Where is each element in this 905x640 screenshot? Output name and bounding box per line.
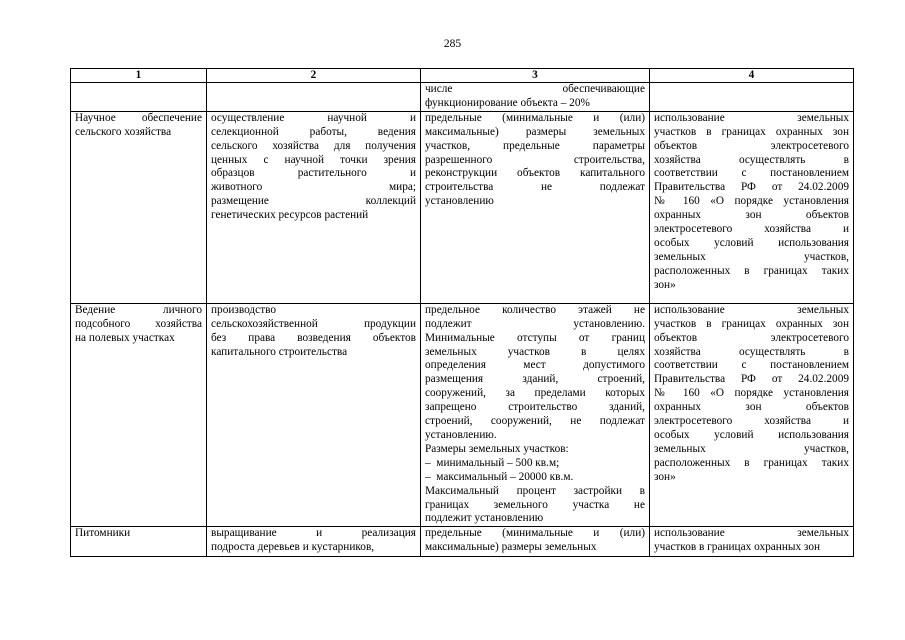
text-line: селекционной работы, ведения	[211, 125, 416, 138]
column-number-1: 1	[71, 69, 207, 83]
text-line: животного мира;	[211, 181, 416, 194]
use-name	[71, 111, 207, 303]
text-line: максимальные) размеры земельных	[425, 541, 597, 554]
text-line: Правительства РФ от 24.02.2009	[654, 373, 849, 386]
text-line: ценных с научной точки зрения	[211, 153, 416, 166]
text-line: соответствии с постановлением	[654, 359, 849, 372]
use-description	[207, 111, 421, 303]
text-line: Максимальный процент застройки в	[425, 484, 645, 497]
text-line: сельского хозяйства для получения	[211, 139, 416, 152]
text-line: особых условий использования	[654, 428, 849, 441]
text-line: строительства не подлежат	[425, 181, 645, 194]
text-line: генетических ресурсов растений	[211, 209, 369, 222]
text-line: разрешенного строительства,	[425, 153, 645, 166]
size-list	[425, 457, 645, 485]
text-line: капитального строительства	[211, 345, 348, 358]
text-line: подлежит установлению	[425, 512, 544, 525]
text-line: выращивание и реализация	[211, 527, 416, 540]
text-line: размещение коллекций	[211, 195, 416, 208]
text-line: подроста деревьев и кустарников,	[211, 541, 375, 554]
text-line: хозяйства осуществлять в	[654, 153, 849, 166]
table-row-scientific	[71, 111, 854, 303]
text-line: предельные (минимальные и (или)	[425, 111, 645, 124]
text-line: строений, сооружений, не подлежат	[425, 415, 645, 428]
use-restrictions	[650, 111, 854, 303]
text-line: определения мест допустимого	[425, 359, 645, 372]
text-line: объектов электросетевого	[654, 139, 849, 152]
column-number-4: 4	[650, 69, 854, 83]
text-line: электросетевого хозяйства и	[654, 223, 849, 236]
use-description	[207, 527, 421, 557]
text-line: № 160 «О порядке установления	[654, 195, 849, 208]
text-line: подсобного хозяйства	[75, 317, 202, 330]
text-line: электросетевого хозяйства и	[654, 415, 849, 428]
text-line: Правительства РФ от 24.02.2009	[654, 181, 849, 194]
use-restrictions	[650, 527, 854, 557]
text-line: сооружений, за пределами которых	[425, 387, 645, 400]
text-line: участков в границах охранных зон	[654, 125, 849, 138]
text-line: установлению.	[425, 428, 497, 441]
text-line: реконструкции объектов капитального	[425, 167, 645, 180]
text-line: земельных участков,	[654, 250, 849, 263]
use-parameters	[421, 111, 650, 303]
text-line: максимальные) размеры земельных	[425, 125, 645, 138]
text-line: расположенных в границах таких	[654, 456, 849, 469]
use-parameters	[421, 527, 650, 557]
use-name	[71, 303, 207, 527]
table-header-row	[71, 69, 854, 83]
text-line: без права возведения объектов	[211, 331, 416, 344]
text-line: особых условий использования	[654, 236, 849, 249]
use-parameters	[421, 303, 650, 527]
text-line: установлению	[425, 195, 494, 208]
column-number-2: 2	[207, 69, 421, 83]
use-description	[207, 303, 421, 527]
text-line: Ведение личного	[75, 303, 202, 316]
column-number-3: 3	[421, 69, 650, 83]
text-line: земельных участков в целях	[425, 345, 645, 358]
text-line: размещения зданий, строений,	[425, 373, 645, 386]
list-item: – минимальный – 500 кв.м;	[425, 456, 560, 469]
text-line: образцов растительного и	[211, 167, 416, 180]
text-line: на полевых участках	[75, 331, 175, 344]
text-line: осуществление научной и	[211, 111, 416, 124]
text-line: использование земельных	[654, 527, 849, 540]
text-line: производство	[211, 303, 277, 316]
text-line: участков в границах охранных зон	[654, 541, 821, 554]
text-line: запрещено строительство зданий,	[425, 401, 645, 414]
text-line: использование земельных	[654, 303, 849, 316]
text-line: охранных зон объектов	[654, 209, 849, 222]
text-line: использование земельных	[654, 111, 849, 124]
table-row-nurseries	[71, 527, 854, 557]
text-line: Минимальные отступы от границ	[425, 331, 645, 344]
page-number: 285	[443, 38, 462, 50]
text-line: подлежит установлению.	[425, 317, 645, 330]
text-line: охранных зон объектов	[654, 401, 849, 414]
text-line: участков, предельные параметры	[425, 139, 645, 152]
text-line: предельное количество этажей не	[425, 303, 645, 316]
text-line: земельных участков,	[654, 442, 849, 455]
text-line: объектов электросетевого	[654, 331, 849, 344]
text-line: участков в границах охранных зон	[654, 317, 849, 330]
text-line: границах земельного участка не	[425, 498, 645, 511]
text-line: расположенных в границах таких	[654, 264, 849, 277]
text-line: предельные (минимальные и (или)	[425, 527, 645, 540]
text-line: соответствии с постановлением	[654, 167, 849, 180]
text-line: Питомники	[75, 527, 131, 540]
text-line: № 160 «О порядке установления	[654, 387, 849, 400]
text-line: сельскохозяйственной продукции	[211, 317, 416, 330]
list-item: – максимальный – 20000 кв.м.	[425, 470, 574, 483]
text-line: Научное обеспечение	[75, 111, 202, 124]
continuation-row	[71, 83, 854, 112]
text-line: Размеры земельных участков:	[425, 442, 569, 455]
text-line: зон»	[654, 278, 676, 291]
text-line: сельского хозяйства	[75, 125, 172, 138]
continuation-text: числе обеспечивающие функционирование объекта – 20%	[421, 83, 650, 112]
text-line: хозяйства осуществлять в	[654, 345, 849, 358]
use-restrictions	[650, 303, 854, 527]
text-line: зон»	[654, 470, 676, 483]
table-row-personal-farming	[71, 303, 854, 527]
use-name	[71, 527, 207, 557]
zoning-table	[70, 68, 854, 557]
